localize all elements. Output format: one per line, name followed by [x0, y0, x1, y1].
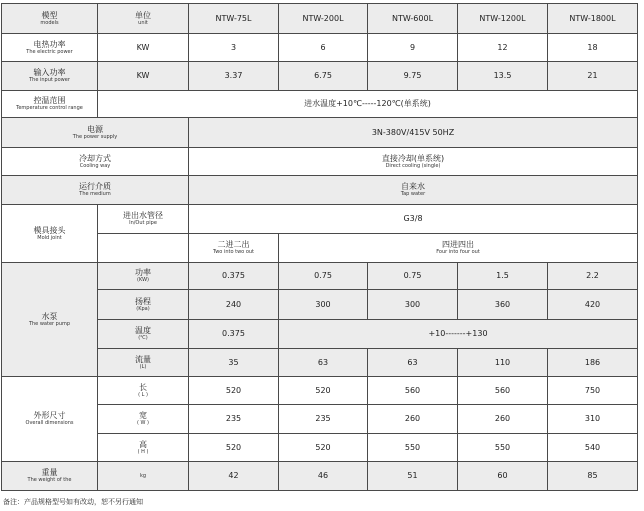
header-row [2, 4, 638, 34]
value-cell: 63 [279, 349, 368, 377]
value-cell: 520 [279, 434, 368, 462]
model-name: NTW-200L [279, 4, 368, 34]
sub-label: 流量 (L) [98, 349, 189, 377]
pipe-label: 进出水管径 In/Out pipe [98, 205, 189, 234]
temp-range-value: 进水温度+10℃-----120℃(单系统) [98, 91, 638, 118]
value-cell: 240 [189, 290, 279, 320]
value-cell: 35 [189, 349, 279, 377]
blank-cell [98, 234, 189, 263]
value-cell: 60 [458, 462, 548, 491]
value-cell: 0.75 [368, 263, 458, 290]
row-label: 重量 The weight of the [2, 462, 98, 491]
value-cell: 18 [548, 34, 638, 62]
heat-power-row [2, 34, 638, 62]
pump-label: 水泵 The water pump [2, 263, 98, 377]
sub-label: 扬程 (Kpa) [98, 290, 189, 320]
value-cell: 420 [548, 290, 638, 320]
value-cell: 300 [279, 290, 368, 320]
row-label: 输入功率 The input power [2, 62, 98, 91]
value-cell: 46 [279, 462, 368, 491]
value-cell: 1.5 [458, 263, 548, 290]
pump-head-row [2, 290, 638, 320]
value-cell: 260 [458, 405, 548, 434]
value-cell: 260 [368, 405, 458, 434]
pipe-value: G3/8 [189, 205, 638, 234]
unit-header: 单位 unit [98, 4, 189, 34]
unit-cell: KW [98, 62, 189, 91]
power-supply-value: 3N-380V/415V 50HZ [189, 118, 638, 148]
value-cell: 550 [368, 434, 458, 462]
weight-row [2, 462, 638, 491]
footnote: 备注：产品规格型号如有改动，恕不另行通知 [3, 498, 143, 506]
value-cell: 85 [548, 462, 638, 491]
input-power-row [2, 62, 638, 91]
sub-label: 宽 ( W ) [98, 405, 189, 434]
value-cell: 520 [189, 377, 279, 405]
row-label: 冷却方式 Cooling way [2, 148, 189, 176]
value-cell: 9 [368, 34, 458, 62]
value-cell: 235 [279, 405, 368, 434]
medium-row [2, 176, 638, 205]
row-label: 电源 The power supply [2, 118, 189, 148]
dim-length-row [2, 377, 638, 405]
value-cell: 6.75 [279, 62, 368, 91]
value-cell: 520 [279, 377, 368, 405]
model-name: NTW-1800L [548, 4, 638, 34]
dims-label: 外形尺寸 Overall dimensions [2, 377, 98, 462]
value-cell: 0.375 [189, 263, 279, 290]
value-cell: 63 [368, 349, 458, 377]
model-name: NTW-75L [189, 4, 279, 34]
value-cell: 560 [368, 377, 458, 405]
mold-pipe-row [2, 205, 638, 234]
row-label: 控温范围 Temperature control range [2, 91, 98, 118]
sub-label: 功率 (KW) [98, 263, 189, 290]
value-cell: 3.37 [189, 62, 279, 91]
sub-label: 温度 (℃) [98, 320, 189, 349]
value-cell: 540 [548, 434, 638, 462]
value-cell: 0.75 [279, 263, 368, 290]
cooling-row [2, 148, 638, 176]
value-cell: 21 [548, 62, 638, 91]
value-cell: 6 [279, 34, 368, 62]
row-label: 运行介质 The medium [2, 176, 189, 205]
value-cell: 750 [548, 377, 638, 405]
row-label: 电热功率 The electric power [2, 34, 98, 62]
value-cell: 186 [548, 349, 638, 377]
dim-width-row [2, 405, 638, 434]
pump-power-row [2, 263, 638, 290]
value-cell: 300 [368, 290, 458, 320]
four-in-four-out: 四进四出 Four into four out [279, 234, 638, 263]
value-cell: 51 [368, 462, 458, 491]
value-cell: 310 [548, 405, 638, 434]
sub-label: 高 ( H ) [98, 434, 189, 462]
sub-label: 长 ( L ) [98, 377, 189, 405]
value-cell: 110 [458, 349, 548, 377]
unit-cell: KW [98, 34, 189, 62]
unit-cell: kg [98, 462, 189, 491]
value-cell: 235 [189, 405, 279, 434]
value-cell: 0.375 [189, 320, 279, 349]
value-cell: 13.5 [458, 62, 548, 91]
mold-config-row [2, 234, 638, 263]
spec-table [1, 3, 638, 491]
value-cell: 42 [189, 462, 279, 491]
power-supply-row [2, 118, 638, 148]
value-cell: 12 [458, 34, 548, 62]
cooling-value: 直接冷却(单系统) Direct cooling (single) [189, 148, 638, 176]
mold-joint-label: 模具接头 Mold joint [2, 205, 98, 263]
value-cell: 360 [458, 290, 548, 320]
value-cell: 2.2 [548, 263, 638, 290]
model-header: 模型 models [2, 4, 98, 34]
pump-flow-row [2, 349, 638, 377]
pump-temp-range: +10-------+130 [279, 320, 638, 349]
two-in-two-out: 二进二出 Two into two out [189, 234, 279, 263]
value-cell: 520 [189, 434, 279, 462]
value-cell: 9.75 [368, 62, 458, 91]
model-name: NTW-600L [368, 4, 458, 34]
model-name: NTW-1200L [458, 4, 548, 34]
value-cell: 550 [458, 434, 548, 462]
value-cell: 3 [189, 34, 279, 62]
pump-temp-row [2, 320, 638, 349]
value-cell: 560 [458, 377, 548, 405]
dim-height-row [2, 434, 638, 462]
medium-value: 自来水 Tap water [189, 176, 638, 205]
temp-range-row [2, 91, 638, 118]
